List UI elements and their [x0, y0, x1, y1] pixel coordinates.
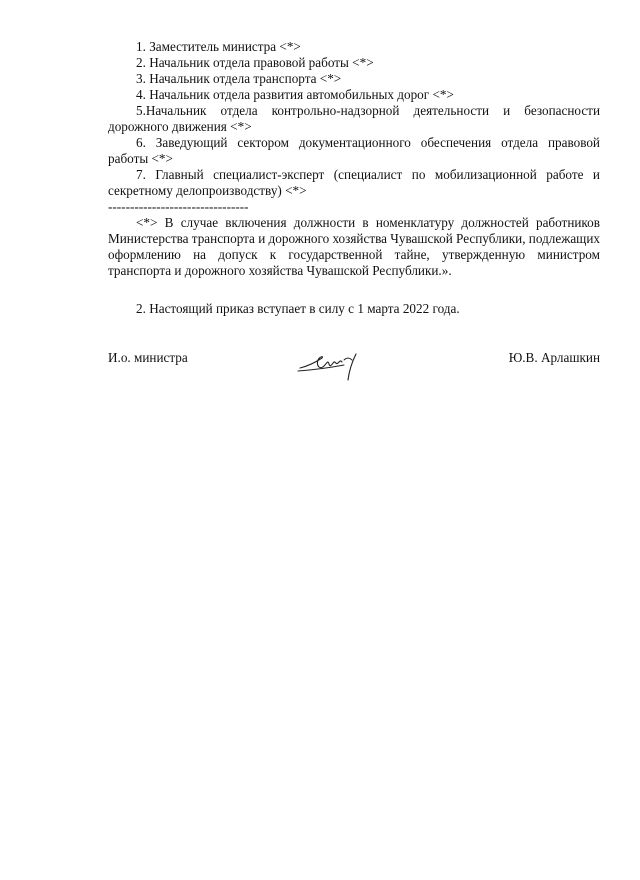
footnote-text: <*> В случае включения должности в номенклатуру должностей работников Министерства транспорта и дорожного хозяйства Чувашской Республики, подлежащих оформлению на допуск к государственной тайне, утвержденную министром транспорта и дорожного хозяйства Чувашской Республики.».: [108, 215, 600, 278]
list-item-7: 7. Главный специалист-эксперт (специалист по мобилизационной работе и секретному делопроизводству) <*>: [108, 167, 600, 198]
list-item-1: 1. Заместитель министра <*>: [136, 39, 301, 54]
list-item-3: 3. Начальник отдела транспорта <*>: [136, 71, 342, 86]
footnote-separator: --------------------------------: [108, 199, 249, 214]
signatory-name: Ю.В. Арлашкин: [508, 350, 600, 365]
order-item-2: 2. Настоящий приказ вступает в силу с 1 марта 2022 года.: [136, 301, 460, 316]
list-item-2: 2. Начальник отдела правовой работы <*>: [136, 55, 374, 70]
list-item-6: 6. Заведующий сектором документационного обеспечения отдела правовой работы <*>: [108, 135, 600, 166]
signature-block: [108, 348, 600, 384]
handwritten-signature: [294, 348, 364, 384]
list-item-5: 5.Начальник отдела контрольно-надзорной деятельности и безопасности дорожного движения <*>: [108, 103, 600, 134]
list-item-4: 4. Начальник отдела развития автомобильных дорог <*>: [136, 87, 454, 102]
signatory-position: И.о. министра: [108, 350, 188, 365]
document-body: [108, 39, 600, 317]
